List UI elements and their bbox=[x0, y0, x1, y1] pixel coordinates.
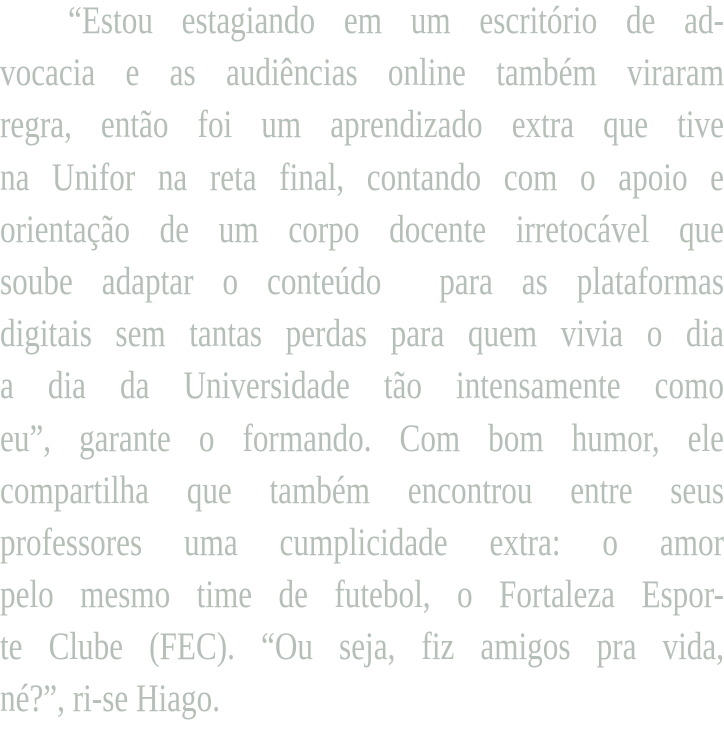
text-line-9: eu”, garante o formando. Com bom humor, ele bbox=[0, 416, 724, 460]
text-line-13: te Clube (FEC). “Ou seja, fiz amigos pra vida, bbox=[0, 625, 724, 669]
text-line-1: “Estou estagiando em um escritório de ad- bbox=[68, 0, 724, 42]
text-line-10: compartilha que também encontrou entre seus bbox=[0, 468, 724, 512]
text-line-3: regra, então foi um aprendizado extra que tive bbox=[0, 103, 724, 147]
text-line-2: vocacia e as audiências online também viraram bbox=[0, 51, 724, 95]
text-line-14: né?”, ri-se Hiago. bbox=[0, 677, 221, 721]
text-line-12: pelo mesmo time de futebol, o Fortaleza Espor- bbox=[0, 573, 724, 617]
text-line-6: soube adaptar o conteúdo para as plataformas bbox=[0, 259, 724, 303]
text-line-11: professores uma cumplicidade extra: o amor bbox=[0, 520, 724, 564]
text-line-8: a dia da Universidade tão intensamente como bbox=[0, 364, 724, 408]
text-line-4: na Unifor na reta final, contando com o apoio e bbox=[0, 155, 724, 199]
text-line-5: orientação de um corpo docente irretocável que bbox=[0, 207, 724, 251]
text-line-7: digitais sem tantas perdas para quem vivia o dia bbox=[0, 312, 724, 356]
